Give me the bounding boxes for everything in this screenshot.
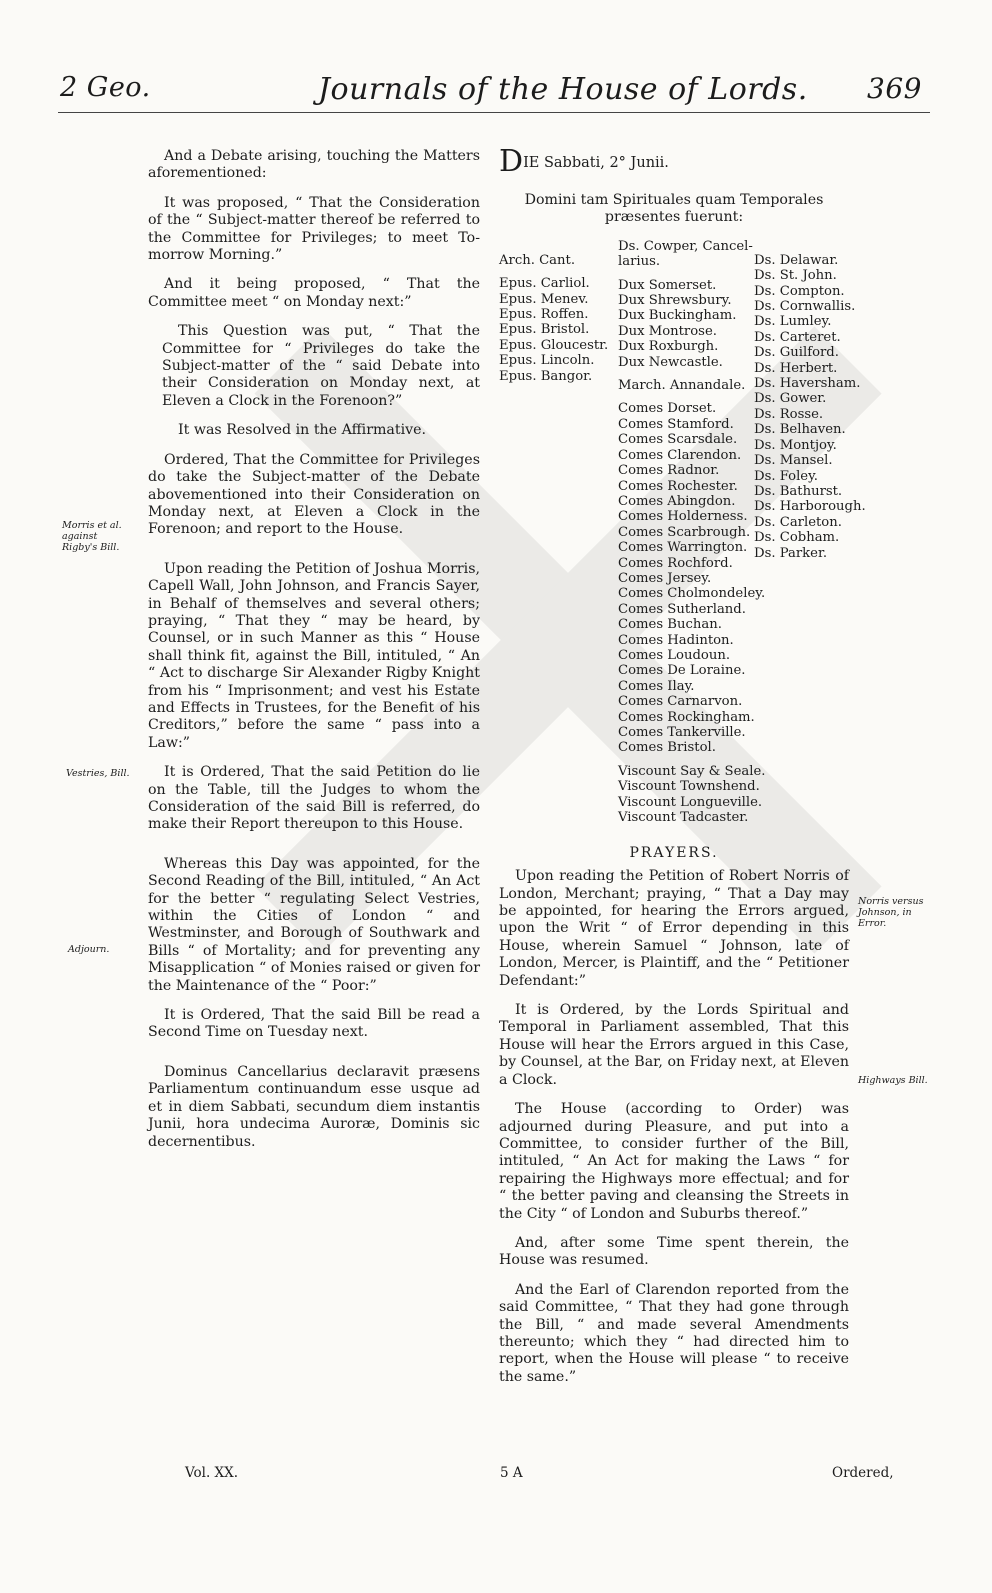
lord-name: Ds. Montjoy. <box>754 437 837 453</box>
paragraph: The House (according to Order) was adjourned during Pleasure, and put into a Committee, to consider further of the Bill, intituled, “ An Act for making the Laws “ for repairing the Highways more effectual; and for “ the better paving and cleansing the Streets in the City “ of London and Suburbs thereof.” <box>499 1101 849 1222</box>
lord-name: Comes Jersey. <box>618 570 712 586</box>
lord-name: Dux Somerset. <box>618 277 717 293</box>
lord-name: Epus. Lincoln. <box>499 353 595 369</box>
paragraph: And it being proposed, “ That the Committee meet “ on Monday next:” <box>148 276 480 310</box>
lord-name: Viscount Longueville. <box>618 794 763 810</box>
paragraph: It was Resolved in the Affirmative. <box>178 422 427 439</box>
lord-name: Comes Hadinton. <box>618 632 734 648</box>
lord-name: Ds. Bathurst. <box>754 483 843 499</box>
lord-name: Ds. Carleton. <box>754 514 842 530</box>
sitting-date-text: IE Sabbati, 2° Junii. <box>523 155 669 171</box>
lord-name: Epus. Bristol. <box>499 322 590 338</box>
lord-name: Ds. Foley. <box>754 468 819 484</box>
lord-name: Epus. Menev. <box>499 291 589 307</box>
lord-name: Comes Dorset. <box>618 401 717 417</box>
lord-name: Epus. Gloucestr. <box>499 337 609 353</box>
list-spacer <box>618 370 768 378</box>
lord-name: Ds. Cornwallis. <box>754 299 856 315</box>
paragraph: It is Ordered, That the said Petition do lie on the Table, till the Judges to whom the Consideration of the said Bill is referred, do make their Report thereupon to this House. <box>148 764 480 833</box>
lord-name: Comes Holderness. <box>618 509 748 525</box>
lord-name: Comes Warrington. <box>618 540 748 556</box>
lord-name: Ds. Delawar. <box>754 252 839 268</box>
prayers-heading: PRAYERS. <box>629 844 719 861</box>
barons-column <box>754 252 866 561</box>
lord-name: Comes Carnarvon. <box>618 694 743 710</box>
lord-name: Ds. Mansel. <box>754 453 833 469</box>
paragraph: Ordered, That the Committee for Privileges do take the Subject-matter of the Debate abovementioned into their Consideration on Monday next, at Eleven a Clock in the Forenoon; and report to the House. <box>148 451 480 538</box>
lord-name: Viscount Tadcaster. <box>618 810 749 826</box>
lord-name: Comes Bristol. <box>618 740 716 756</box>
lord-name: Ds. Cowper, Cancel- <box>618 238 753 254</box>
paragraph: This Question was put, “ That the Committee for “ Privileges do take the Subject-matter of the “ said Debate into their Consideration on Monday next, at Eleven a Clock in the Forenoon?” <box>162 323 480 409</box>
lord-name: Ds. Rosse. <box>754 406 824 422</box>
lord-name: Ds. Cobham. <box>754 530 840 546</box>
lord-name: Viscount Townshend. <box>618 779 760 795</box>
paragraph: Dominus Cancellarius declaravit præsens Parliamentum continuandum esse usque ad et in diem Sabbati, secundum diem instantis Junii, hora undecima Auroræ, Dominis sic decernentibus. <box>148 1063 480 1150</box>
margin-note-adjourn: Adjourn. <box>68 944 110 955</box>
paragraph: It was proposed, “ That the Consideration of the “ Subject-matter thereof be referred to the Committee for Privileges; to meet To-morrow Morning.” <box>148 194 480 264</box>
lord-name: Epus. Roffen. <box>499 307 589 323</box>
catchword: Ordered, <box>832 1465 894 1481</box>
lord-name: Dux Roxburgh. <box>618 339 719 355</box>
lord-name: Comes Clarendon. <box>618 447 742 463</box>
drop-cap: D <box>499 144 524 179</box>
lord-name: Ds. Compton. <box>754 283 845 299</box>
margin-note-vestries: Vestries, Bill. <box>66 768 130 779</box>
lord-name: Ds. Carteret. <box>754 329 841 345</box>
lord-name: Comes Rockingham. <box>618 709 755 725</box>
spiritual-lords-column <box>499 252 609 384</box>
list-spacer <box>618 270 768 278</box>
lord-name: March. Annandale. <box>618 378 746 394</box>
paragraph: And the Earl of Clarendon reported from the said Committee, “ That they had gone through the Bill, “ and made several Amendments thereunto; which they “ had directed him to report, when the House will please “ to receive the same.” <box>499 1281 849 1385</box>
page-number: 369 <box>867 72 922 105</box>
lord-name: Ds. Parker. <box>754 545 828 561</box>
paragraph: It is Ordered, That the said Bill be read a Second Time on Tuesday next. <box>148 1007 480 1041</box>
lord-name: Ds. St. John. <box>754 268 837 284</box>
paragraph: It is Ordered, by the Lords Spiritual and Temporal in Parliament assembled, That this House will hear the Errors argued in this Case, by Counsel, at the Bar, on Friday next, at Eleven a Clock. <box>499 1002 849 1088</box>
lord-name: Comes Scarsdale. <box>618 432 738 448</box>
lord-name: Ds. Herbert. <box>754 360 838 376</box>
sitting-date <box>499 144 849 179</box>
lord-name: Comes Ilay. <box>618 678 695 694</box>
lord-name: Comes Cholmondeley. <box>618 586 766 602</box>
lord-name: Dux Shrewsbury. <box>618 293 732 309</box>
lord-name: Epus. Carliol. <box>499 276 590 292</box>
lord-name: Dux Buckingham. <box>618 308 737 324</box>
right-column <box>499 144 866 1398</box>
signature-mark: 5 A <box>500 1465 523 1481</box>
lord-name: Dux Montrose. <box>618 323 717 339</box>
lord-name: Ds. Gower. <box>754 391 827 407</box>
lord-name: Comes De Loraine. <box>618 663 746 679</box>
paragraph: Upon reading the Petition of Robert Norris of London, Merchant; praying, “ That a Day may be appointed, for hearing the Errors argued, upon the Writ “ of Error depending in this House, wherein Samuel “ Johnson, late of London, Mercer, is Plaintiff, and the “ Petitioner Defendant:” <box>499 868 849 989</box>
paragraph: Whereas this Day was appointed, for the Second Reading of the Bill, intituled, “ An Act for the better “ regulating Select Vestries, within the Cities of London “ and Westminster, and Borough of Southwark and Bills “ of Mortality; and for preventing any Misapplication “ of Monies raised or given for the Maintenance of the “ Poor:” <box>148 855 480 994</box>
running-head-left: 2 Geo. <box>60 72 151 103</box>
margin-note-highways: Highways Bill. <box>858 1075 928 1086</box>
lord-name: Comes Tankerville. <box>618 725 746 740</box>
list-spacer <box>618 393 768 401</box>
header-rule <box>58 112 930 113</box>
lord-name: Comes Sutherland. <box>618 601 746 617</box>
volume-number: Vol. XX. <box>185 1465 239 1481</box>
lord-name: Comes Abingdon. <box>618 493 736 509</box>
lord-name: Ds. Haversham. <box>754 376 861 392</box>
lord-name: Ds. Guilford. <box>754 345 839 361</box>
lord-name: Ds. Lumley. <box>754 314 832 330</box>
margin-note-norris: Norris versus Johnson, in Error. <box>858 896 924 929</box>
lord-name: Comes Radnor. <box>618 463 720 479</box>
paragraph: And a Debate arising, touching the Matters aforementioned: <box>148 148 480 182</box>
left-column <box>148 148 480 1163</box>
lords-present-list <box>499 238 866 831</box>
lord-name: Comes Loudoun. <box>618 647 731 663</box>
lord-name: Ds. Harborough. <box>754 499 866 515</box>
temporal-lords-column <box>618 239 768 826</box>
paragraph: And, after some Time spent therein, the House was resumed. <box>499 1234 849 1269</box>
paragraph: Upon reading the Petition of Joshua Morris, Capell Wall, John Johnson, and Francis Sayer, in Behalf of themselves and several others; praying, “ That they “ may be heard, by Counsel, or in such Manner as this “ House shall think fit, against the Bill, intituled, “ An “ Act to discharge Sir Alexander Rigby Knight from his “ Imprisonment; and vest his Estate and Effects in Trustees, for the Benefit of his Creditors,” before the same “ pass into a Law:” <box>148 560 480 751</box>
list-spacer <box>618 756 768 764</box>
lord-name: Arch. Cant. <box>499 252 576 268</box>
lord-name: Epus. Bangor. <box>499 368 593 384</box>
lord-name: Ds. Belhaven. <box>754 422 846 438</box>
lord-name: larius. <box>618 254 661 270</box>
list-spacer <box>499 268 599 276</box>
lord-name: Comes Stamford. <box>618 416 734 432</box>
margin-note-morris: Morris et al. against Rigby's Bill. <box>62 520 122 553</box>
lord-name: Comes Rochester. <box>618 478 738 494</box>
running-head-title: Journals of the House of Lords. <box>318 72 808 107</box>
lord-name: Comes Buchan. <box>618 617 722 633</box>
lord-name: Dux Newcastle. <box>618 354 723 370</box>
lord-name: Comes Scarbrough. <box>618 524 751 540</box>
lord-name: Viscount Say & Seale. <box>618 763 766 779</box>
lords-present-heading: Domini tam Spirituales quam Temporales præsentes fuerunt: <box>524 192 824 226</box>
lord-name: Comes Rochford. <box>618 555 733 571</box>
